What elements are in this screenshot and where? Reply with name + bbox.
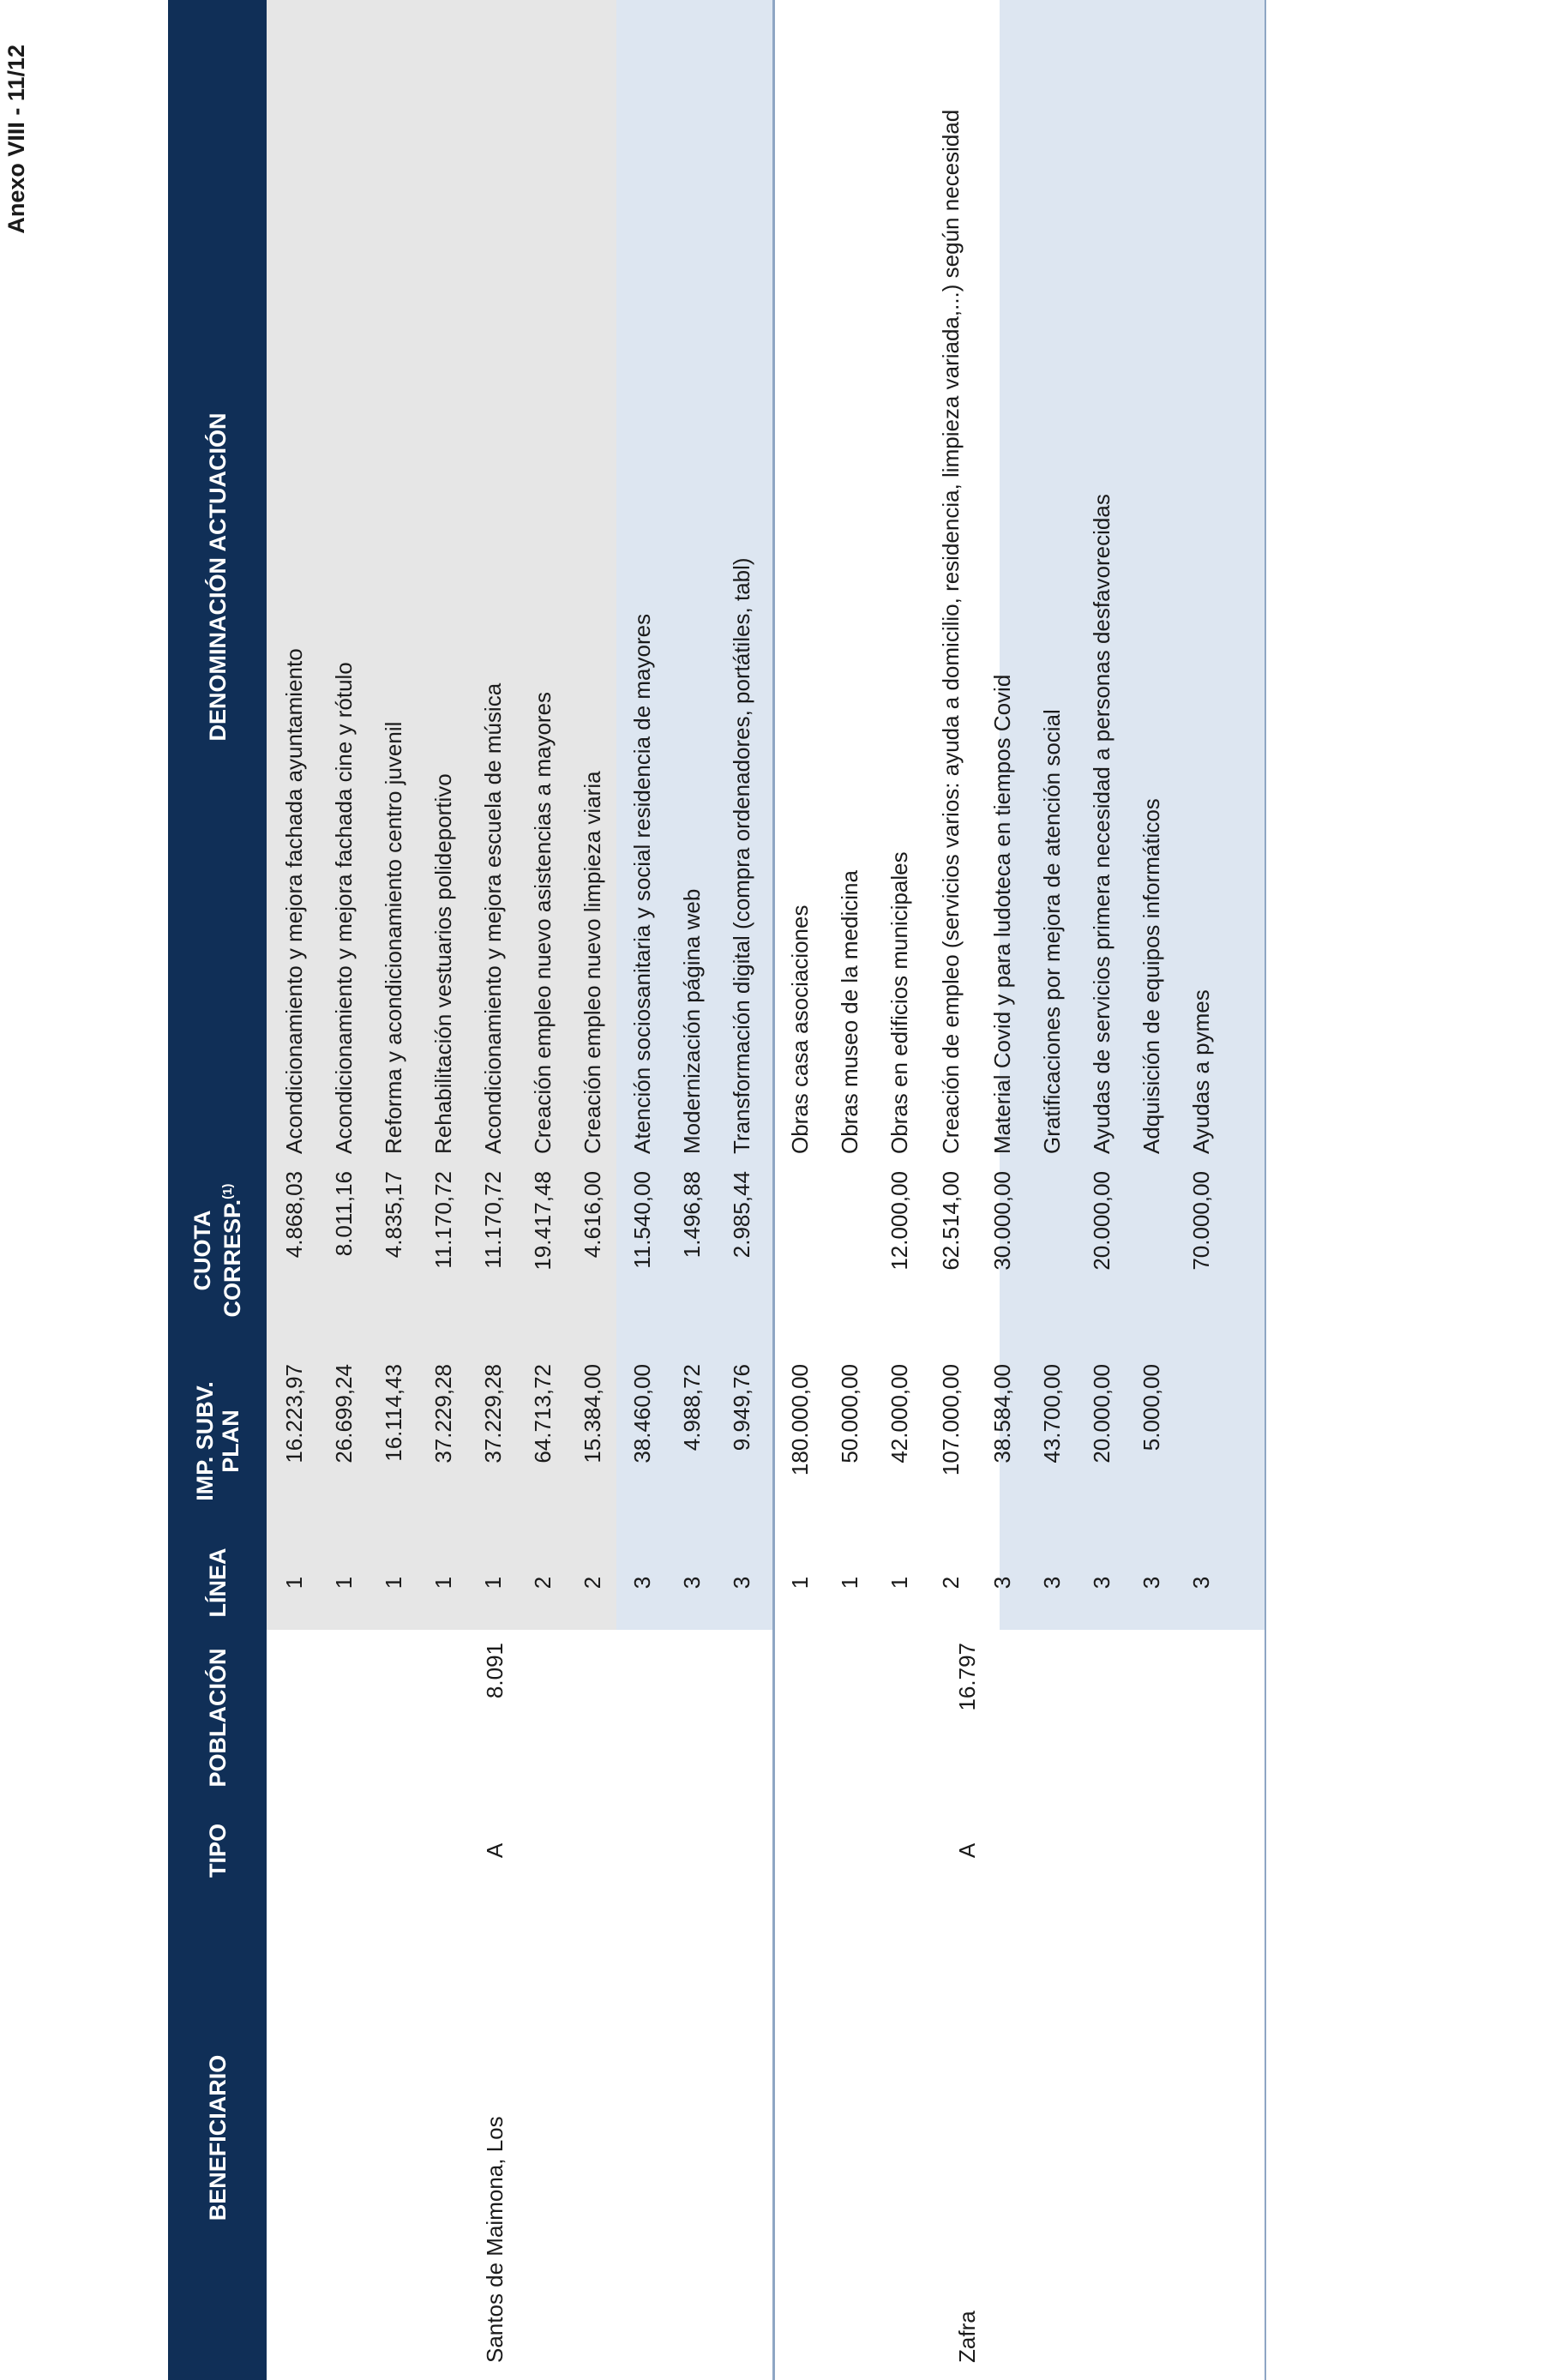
header-poblacion-label: POBLACIÓN (204, 1648, 231, 1788)
cell-cuota: 19.417,48 (529, 1171, 556, 1271)
cell-linea: 3 (1038, 1576, 1065, 1590)
cell-imp: 64.713,72 (529, 1364, 556, 1463)
header-tipo-label: TIPO (204, 1824, 231, 1878)
cell-linea: 3 (1138, 1576, 1164, 1590)
cell-tipo: A (481, 1842, 508, 1859)
header-cuota-footnote-mark: (1) (220, 1183, 235, 1199)
cell-linea: 1 (836, 1576, 862, 1590)
cell-imp: 9.949,76 (728, 1364, 754, 1451)
cell-imp: 180.000,00 (786, 1364, 813, 1476)
cell-denom: Transformación digital (compra ordenadores, portátiles, tabl) (728, 557, 754, 1154)
cell-cuota: 12.000,00 (886, 1171, 912, 1271)
cell-denom: Ayudas de servicios primera necesidad a personas desfavorecidas (1088, 494, 1114, 1154)
header-denominacion-label: DENOMINACIÓN ACTUACIÓN (204, 412, 231, 742)
header-beneficiario (168, 1896, 267, 2380)
cell-cuota: 1.496,88 (678, 1171, 705, 1259)
cell-imp: 16.223,97 (280, 1364, 307, 1463)
cell-poblacion: 16.797 (953, 1643, 980, 1711)
cell-linea: 3 (678, 1576, 705, 1590)
cell-imp (1176, 1364, 1226, 1536)
cell-imp: 20.000,00 (1088, 1364, 1114, 1463)
cell-linea: 1 (430, 1576, 456, 1590)
cell-denom: Modernización página web (678, 888, 705, 1154)
cell-denom: Gratificaciones por mejora de atención social (1038, 709, 1065, 1154)
cell-cuota: 8.011,16 (330, 1171, 357, 1257)
cell-imp: 42.000,00 (886, 1364, 912, 1463)
cell-linea: 2 (579, 1576, 605, 1590)
header-denominacion (168, 0, 267, 1154)
cell-linea: 2 (529, 1576, 556, 1590)
cell-linea: 2 (937, 1576, 964, 1590)
cell-imp: 37.229,28 (430, 1364, 456, 1463)
cell-imp: 50.000,00 (836, 1364, 862, 1463)
cell-imp: 38.584,00 (988, 1364, 1015, 1463)
cell-denom: Acondicionamiento y mejora escuela de música (479, 682, 506, 1154)
cell-cuota (1027, 1171, 1077, 1347)
cell-denom: Ayudas a pymes (1187, 989, 1214, 1154)
header-tipo (168, 1806, 267, 1896)
cell-linea: 1 (479, 1576, 506, 1590)
header-beneficiario-label: BENEFICIARIO (204, 2054, 231, 2221)
cell-linea: 3 (728, 1576, 754, 1590)
cell-denom: Creación de empleo (servicios varios: ayuda a domicilio, residencia, limpieza variada,...) según necesidad (938, 109, 964, 1154)
cell-denom: Atención sociosanitaria y social residencia de mayores (628, 613, 655, 1154)
cell-denom: Obras museo de la medicina (836, 870, 862, 1154)
cell-denom: Reforma y acondicionamiento centro juvenil (380, 721, 406, 1154)
cell-imp: 26.699,24 (330, 1364, 357, 1463)
cell-cuota: 2.985,44 (728, 1171, 754, 1259)
cell-denom: Obras casa asociaciones (786, 905, 813, 1154)
cell-imp: 107.000,00 (937, 1364, 964, 1476)
cell-poblacion: 8.091 (481, 1643, 508, 1699)
cell-linea: 3 (628, 1576, 655, 1590)
header-poblacion (168, 1630, 267, 1806)
cell-tipo: A (953, 1842, 980, 1859)
cell-linea: 3 (1187, 1576, 1214, 1590)
cell-denom: Acondicionamiento y mejora fachada cine y rótulo (330, 662, 357, 1154)
header-linea-label: LÍNEA (204, 1548, 231, 1618)
cell-cuota: 62.514,00 (937, 1171, 964, 1271)
cell-cuota: 4.835,17 (380, 1171, 406, 1259)
cell-imp: 15.384,00 (579, 1364, 605, 1463)
cell-denom: Creación empleo nuevo limpieza viaria (579, 771, 605, 1154)
cell-cuota (825, 1171, 874, 1347)
header-imp-subv-line1: IMP. SUBV. (191, 1381, 218, 1501)
cell-cuota: 4.616,00 (579, 1171, 605, 1259)
cell-linea: 1 (786, 1576, 813, 1590)
cell-denom: Adquisición de equipos informáticos (1138, 798, 1164, 1154)
cell-denom: Obras en edificios municipales (886, 851, 912, 1154)
cell-cuota (775, 1171, 825, 1347)
header-imp-subv (168, 1347, 267, 1536)
cell-denom: Material Covid y para ludoteca en tiempos Covid (988, 674, 1015, 1154)
cell-imp: 43.700,00 (1038, 1364, 1065, 1463)
cell-linea: 1 (280, 1576, 307, 1590)
header-imp-subv-line2: PLAN (217, 1409, 243, 1473)
cell-cuota: 11.170,72 (430, 1171, 456, 1269)
header-cuota-line2 (215, 1184, 245, 1318)
cell-imp: 4.988,72 (678, 1364, 705, 1451)
header-cuota-line2-text: CORRESP. (219, 1199, 245, 1318)
cell-denom: Acondicionamiento y mejora fachada ayuntamiento (280, 648, 307, 1154)
table-bottom-line (1265, 0, 1266, 2380)
header-cuota-line1: CUOTA (189, 1210, 215, 1291)
cell-imp: 5.000,00 (1138, 1364, 1164, 1451)
cell-cuota: 30.000,00 (988, 1171, 1015, 1271)
header-cuota (168, 1154, 267, 1347)
cell-cuota: 4.868,03 (280, 1171, 307, 1259)
cell-linea: 1 (886, 1576, 912, 1590)
cell-beneficiario: Santos de Maimona, Los (481, 2116, 508, 2363)
cell-denom: Creación empleo nuevo asistencias a mayores (529, 691, 556, 1154)
cell-cuota: 20.000,00 (1088, 1171, 1114, 1271)
cell-imp: 38.460,00 (628, 1364, 655, 1463)
cell-linea: 3 (988, 1576, 1015, 1590)
cell-linea: 3 (1088, 1576, 1114, 1590)
cell-cuota (1126, 1171, 1176, 1347)
cell-beneficiario: Zafra (953, 2311, 980, 2363)
cell-cuota: 11.170,72 (479, 1171, 506, 1269)
cell-denom: Rehabilitación vestuarios polideportivo (430, 773, 456, 1154)
cell-cuota: 70.000,00 (1187, 1171, 1214, 1271)
page-label: Anexo VIII - 11/12 (3, 45, 29, 234)
cell-linea: 1 (330, 1576, 357, 1590)
cell-cuota: 11.540,00 (628, 1171, 655, 1269)
cell-linea: 1 (380, 1576, 406, 1590)
cell-imp: 16.114,43 (380, 1364, 406, 1462)
header-linea (168, 1536, 267, 1630)
cell-imp: 37.229,28 (479, 1364, 506, 1463)
